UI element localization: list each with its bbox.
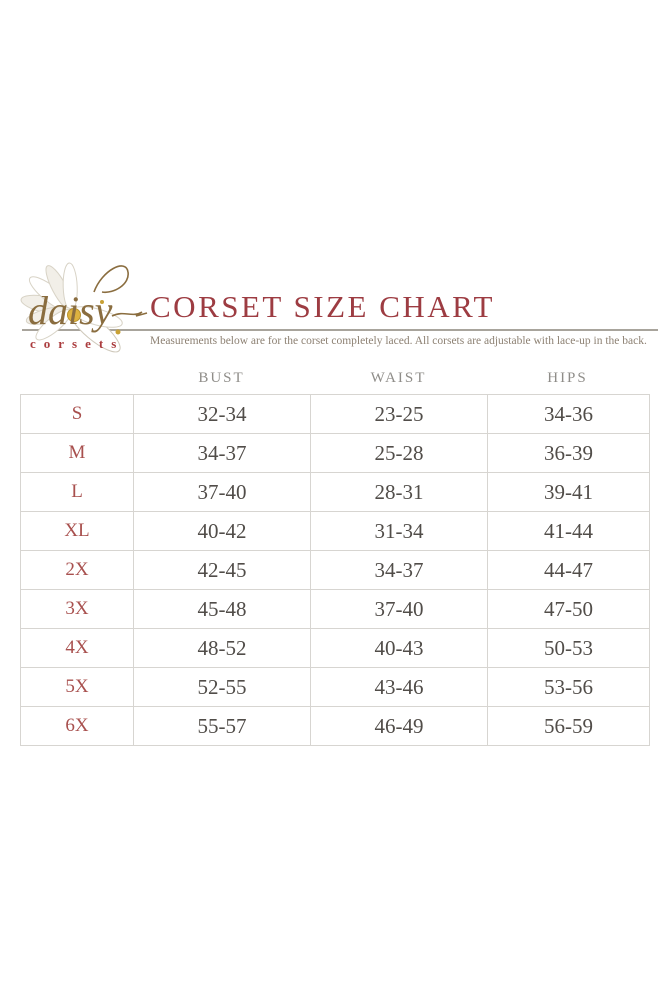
waist-value: 28-31 bbox=[311, 473, 488, 512]
table-row bbox=[21, 434, 650, 473]
size-label: 6X bbox=[21, 707, 134, 746]
hips-value: 50-53 bbox=[488, 629, 650, 668]
bust-value: 37-40 bbox=[134, 473, 311, 512]
bust-value: 40-42 bbox=[134, 512, 311, 551]
table-row bbox=[21, 668, 650, 707]
hips-value: 44-47 bbox=[488, 551, 650, 590]
waist-value: 25-28 bbox=[311, 434, 488, 473]
size-label: 5X bbox=[21, 668, 134, 707]
hips-value: 36-39 bbox=[488, 434, 650, 473]
hips-value: 34-36 bbox=[488, 395, 650, 434]
bust-column-header: BUST bbox=[198, 370, 245, 386]
size-label: 4X bbox=[21, 629, 134, 668]
size-table-body bbox=[21, 395, 650, 746]
page-title: CORSET SIZE CHART bbox=[150, 289, 495, 324]
size-label: 3X bbox=[21, 590, 134, 629]
size-table bbox=[20, 394, 650, 746]
waist-value: 34-37 bbox=[311, 551, 488, 590]
hips-value: 41-44 bbox=[488, 512, 650, 551]
bust-value: 55-57 bbox=[134, 707, 311, 746]
bust-value: 48-52 bbox=[134, 629, 311, 668]
page-subtitle: Measurements below are for the corset completely laced. All corsets are adjustable with lace-up in the back. bbox=[150, 335, 647, 347]
bust-value: 45-48 bbox=[134, 590, 311, 629]
table-row bbox=[21, 551, 650, 590]
hips-value: 47-50 bbox=[488, 590, 650, 629]
table-row bbox=[21, 629, 650, 668]
hips-value: 56-59 bbox=[488, 707, 650, 746]
table-row bbox=[21, 707, 650, 746]
table-row bbox=[21, 512, 650, 551]
table-row bbox=[21, 395, 650, 434]
bust-value: 42-45 bbox=[134, 551, 311, 590]
bust-value: 32-34 bbox=[134, 395, 311, 434]
size-label: S bbox=[21, 395, 134, 434]
bust-value: 52-55 bbox=[134, 668, 311, 707]
waist-value: 46-49 bbox=[311, 707, 488, 746]
column-headers bbox=[20, 370, 648, 387]
hips-value: 39-41 bbox=[488, 473, 650, 512]
hips-value: 53-56 bbox=[488, 668, 650, 707]
brand-word: corsets bbox=[30, 336, 125, 351]
waist-value: 40-43 bbox=[311, 629, 488, 668]
bust-value: 34-37 bbox=[134, 434, 311, 473]
table-row bbox=[21, 590, 650, 629]
brand-script-text: daisy bbox=[28, 288, 113, 333]
size-label: XL bbox=[21, 512, 134, 551]
hips-column-header: HIPS bbox=[547, 370, 588, 386]
waist-value: 23-25 bbox=[311, 395, 488, 434]
size-label: L bbox=[21, 473, 134, 512]
size-column-header bbox=[20, 370, 133, 387]
size-label: M bbox=[21, 434, 134, 473]
waist-value: 43-46 bbox=[311, 668, 488, 707]
waist-value: 37-40 bbox=[311, 590, 488, 629]
size-label: 2X bbox=[21, 551, 134, 590]
table-row bbox=[21, 473, 650, 512]
waist-column-header: WAIST bbox=[370, 370, 427, 386]
waist-value: 31-34 bbox=[311, 512, 488, 551]
